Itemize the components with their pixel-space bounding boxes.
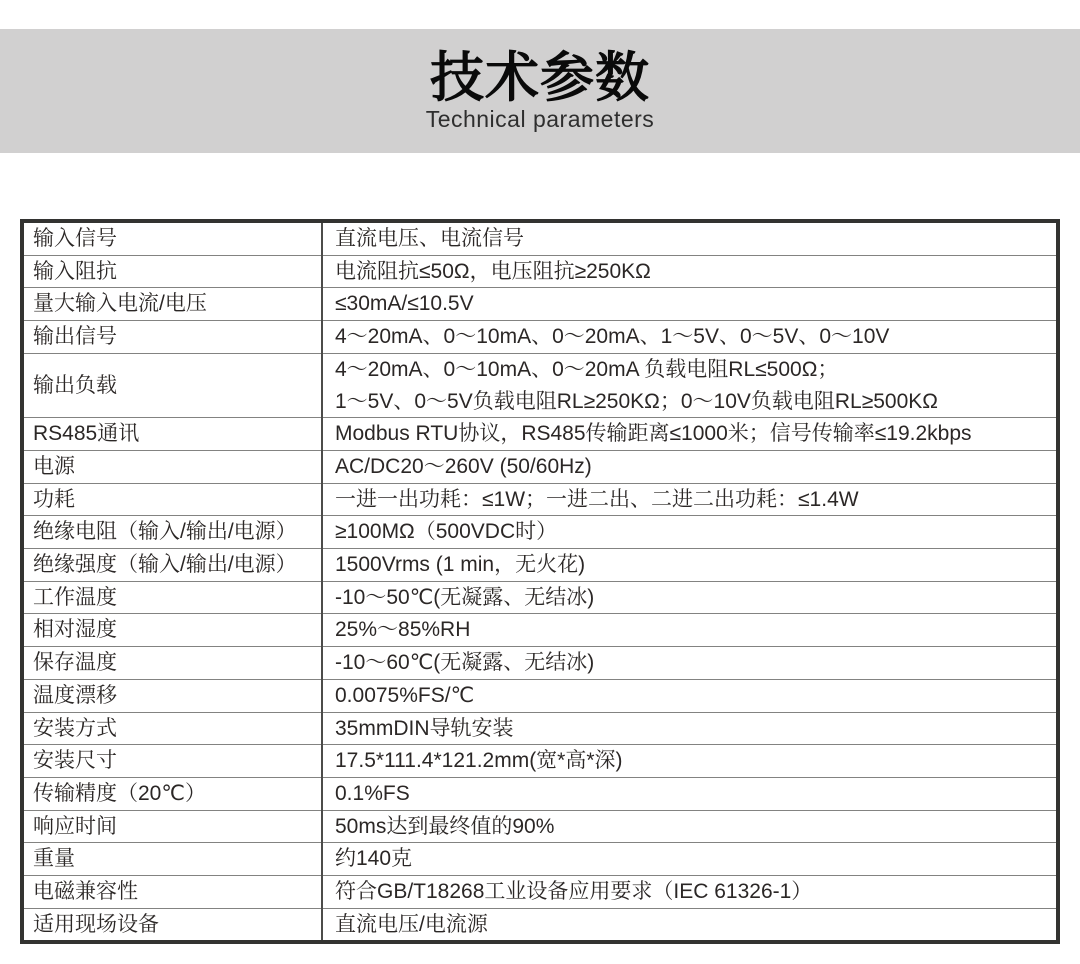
spec-value [322,418,1058,451]
spec-value-line: -10～50℃(无凝露、无结冰) [335,585,595,609]
spec-value-line: 1500Vrms (1 min，无火花) [335,553,586,576]
spec-label: 输出信号 [22,321,322,354]
table-row [22,908,1058,942]
spec-value [322,810,1058,843]
spec-label: 绝缘电阻（输入/输出/电源） [22,516,322,549]
spec-value [322,549,1058,582]
spec-label: 重量 [22,843,322,876]
spec-label: 电磁兼容性 [22,876,322,909]
table-row [22,516,1058,549]
spec-value-line: 25%～85%RH [335,618,471,642]
spec-value-line: 35mmDIN导轨安装 [335,716,514,740]
spec-label: 温度漂移 [22,679,322,712]
spec-label: 绝缘强度（输入/输出/电源） [22,549,322,582]
spec-label: 工作温度 [22,581,322,614]
spec-value-line: 符合GB/T18268工业设备应用要求（IEC 61326-1） [335,880,813,904]
table-row [22,777,1058,810]
spec-label: 安装方式 [22,712,322,745]
table-row [22,876,1058,909]
spec-value-line: Modbus RTU协议，RS485传输距离≤1000米；信号传输率≤19.2kbps [335,422,972,446]
table-row [22,483,1058,516]
table-row [22,614,1058,647]
spec-value [322,221,1058,255]
spec-label: 输入信号 [22,221,322,255]
spec-value [322,450,1058,483]
table-row [22,581,1058,614]
spec-value-line: 约140克 [335,847,413,871]
spec-value-line: 4～20mA、0～10mA、0～20mA 负载电阻RL≤500Ω； [335,357,839,381]
spec-label: 输入阻抗 [22,255,322,288]
table-row [22,745,1058,778]
table-row [22,647,1058,680]
spec-value [322,353,1058,417]
spec-value [322,908,1058,942]
spec-value [322,745,1058,778]
spec-value-line: 1～5V、0～5V负载电阻RL≥250KΩ；0～10V负载电阻RL≥500KΩ [335,389,939,413]
spec-value [322,712,1058,745]
spec-value [322,321,1058,354]
spec-value [322,614,1058,647]
spec-value [322,843,1058,876]
spec-value-line: 电流阻抗≤50Ω，电压阻抗≥250KΩ [335,259,651,283]
spec-table [20,219,1060,944]
spec-value-line: 0.0075%FS/℃ [335,683,475,707]
spec-value [322,581,1058,614]
spec-value [322,288,1058,321]
table-row [22,353,1058,417]
spec-value-line: 17.5*111.4*121.2mm(宽*高*深) [335,749,623,773]
spec-label: 响应时间 [22,810,322,843]
spec-label: 安装尺寸 [22,745,322,778]
spec-label: 传输精度（20℃） [22,777,322,810]
table-row [22,843,1058,876]
spec-value [322,483,1058,516]
spec-value [322,516,1058,549]
table-row [22,549,1058,582]
spec-label: 量大输入电流/电压 [22,288,322,321]
table-row [22,810,1058,843]
table-row [22,418,1058,451]
spec-value-line: AC/DC20～260V (50/60Hz) [335,454,592,478]
spec-value-line: 4～20mA、0～10mA、0～20mA、1～5V、0～5V、0～10V [335,325,890,349]
spec-value-line: -10～60℃(无凝露、无结冰) [335,651,595,675]
spec-label: RS485通讯 [22,418,322,451]
spec-label: 适用现场设备 [22,908,322,942]
page-subtitle: Technical parameters [425,106,655,132]
spec-value [322,647,1058,680]
spec-table-body [22,221,1058,942]
spec-label: 功耗 [22,483,322,516]
spec-value-line: ≤30mA/≤10.5V [335,292,474,316]
spec-value [322,255,1058,288]
spec-label: 保存温度 [22,647,322,680]
spec-label: 电源 [22,450,322,483]
spec-value-line: 50ms达到最终值的90% [335,814,555,838]
spec-value-line: 直流电压/电流源 [335,912,488,936]
table-row [22,679,1058,712]
spec-value [322,679,1058,712]
spec-value-line: ≥100MΩ（500VDC时） [335,520,558,544]
header-band [0,29,1080,153]
page-title: 技术参数 [430,48,650,108]
table-row [22,221,1058,255]
table-row [22,288,1058,321]
spec-value-line: 一进一出功耗：≤1W；一进二出、二进二出功耗：≤1.4W [335,487,859,511]
table-row [22,255,1058,288]
table-row [22,450,1058,483]
spec-label: 输出负载 [22,353,322,417]
spec-value-line: 直流电压、电流信号 [335,227,524,250]
spec-value [322,876,1058,909]
table-row [22,712,1058,745]
spec-value-line: 0.1%FS [335,781,410,805]
spec-value [322,777,1058,810]
table-row [22,321,1058,354]
spec-label: 相对湿度 [22,614,322,647]
